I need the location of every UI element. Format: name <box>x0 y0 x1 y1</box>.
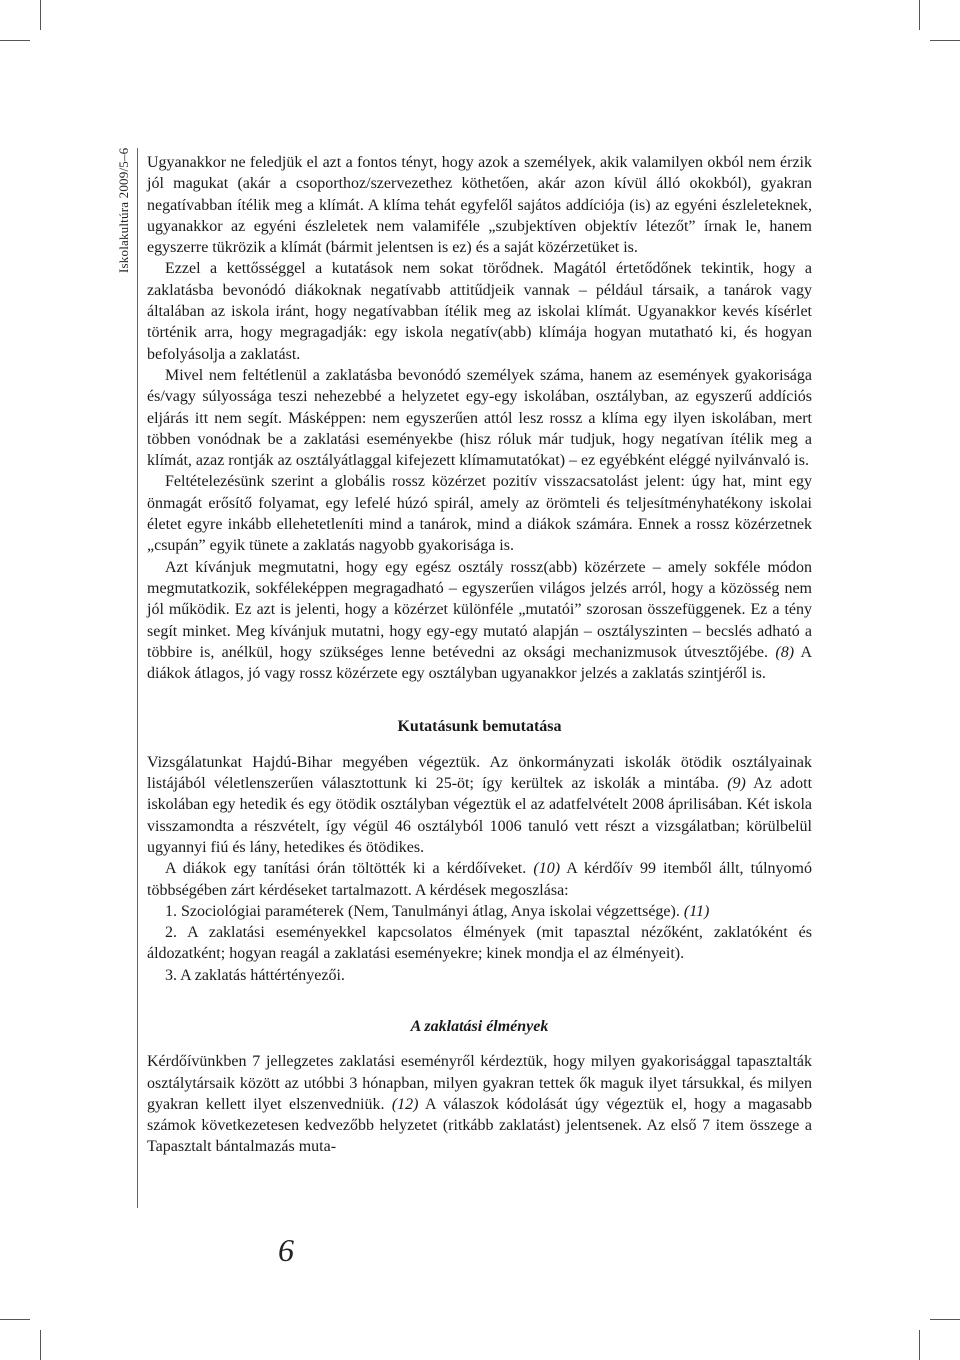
crop-mark <box>919 0 920 30</box>
paragraph-text: A kérdőív 99 itemből állt, túlnyomó többségében zárt kérdéseket tartalmazott. A kérdések megoszlása: <box>147 860 812 899</box>
crop-mark <box>0 1319 30 1320</box>
paragraph: Mivel nem feltétlenül a zaklatásba bevonódó személyek száma, hanem az események gyakorisága és/vagy súlyossága teszi nehezebbé a helyzetet egy-egy iskolában, osztályban, az egyszerű addíciós eljárás itt nem segít. Másképpen: nem egyszerűen attól lesz rossz a klíma egy ilyen iskolában, mert többen vonódnak be a zaklatási eseményekbe (hisz róluk már tudjuk, hogy negatívan ítélik meg a klímát, azaz rontják az osztályátlaggal kifejezett klímamutatókat) – ez egyébként eléggé nyilvánvaló is. <box>147 366 812 470</box>
paragraph-text: Az adott iskolában egy hetedik és egy ötödik osztályban végeztük el az adatfelvételt 2008 áprilisában. Két iskola visszamondta a részvételt, így végül 46 osztályból 1006 tanuló vett részt a vizsgálatban; körülbelül ugyannyi fiú és lány, hetedikes és ötödikes. <box>147 775 813 856</box>
paragraph <box>147 858 812 901</box>
crop-mark <box>40 1330 41 1360</box>
list-item <box>147 901 812 922</box>
running-head: Iskolakultúra 2009/5–6 <box>116 148 131 274</box>
paragraph-text: A válaszok kódolását úgy végeztük el, hogy a magasabb számok következetesen kedvezőbb helyzetet (ritkább zaklatást) jelentsenek. Az első 7 item összege a Tapasztalt bántalmazás muta- <box>147 1095 812 1156</box>
paragraph-text: Azt kívánjuk megmutatni, hogy egy egész osztály rossz(abb) közérzete – amely sokféle módon megmutatkozik, sokféleképpen megragadható – egyszerűen világos jelzés arról, hogy a közösség nem jól működik. Ez azt is jelenti, hogy a közérzet különféle „mutatói” szorosan összefüggenek. Ez a tény segít minket. Meg kívánjuk mutatni, hogy egy-egy mutató alapján – osztályszinten – becslés adható a többire is, anélkül, hogy szükséges lenne betévedni az oksági mechanizmusok útvesztőjébe. <box>147 558 812 661</box>
footnote-ref: (8) <box>775 643 795 661</box>
footnote-ref: (10) <box>533 860 561 878</box>
paragraph <box>147 557 812 685</box>
list-item: 3. A zaklatás háttértényezői. <box>165 966 345 984</box>
margin-rule <box>137 148 138 1208</box>
crop-mark <box>930 1319 960 1320</box>
paragraph-text: A diákok egy tanítási órán töltötték ki a kérdőíveket. <box>165 860 534 878</box>
footnote-ref: (9) <box>727 775 746 793</box>
footnote-ref: (12) <box>391 1095 419 1113</box>
paragraph <box>147 1051 812 1157</box>
list-item: 2. A zaklatási eseményekkel kapcsolatos élmények (mit tapasztal nézőként, zaklatóként és áldozatként; hogyan reagál a zaklatási eseményekre; kinek mondja el az élményeit). <box>147 924 812 963</box>
paragraph-text: A diákok átlagos, jó vagy rossz közérzete egy osztályban ugyanakkor jelzés a zaklatás szintjéről is. <box>147 643 813 683</box>
paragraph-text: Kérdőívünkben 7 jellegzetes zaklatási eseményről kérdeztük, hogy milyen gyakorisággal tapasztalták osztálytársaik között az utóbbi 3 hónapban, milyen gyakran tettek ők maguk ilyet társukkal, és milyen gyakran kellett ilyet elszenvedniük. <box>147 1053 812 1113</box>
list-item-text: 1. Szociológiai paraméterek (Nem, Tanulmányi átlag, Anya iskolai végzettsége). <box>165 902 684 920</box>
crop-mark <box>40 0 41 30</box>
paragraph: Feltételezésünk szerint a globális rossz közérzet pozitív visszacsatolást jelent: úgy hat, mint egy önmagát erősítő folyamat, egy lefelé húzó spirál, amely az örömteli és teljesítményhatékony iskolai életet egyre inkább ellehetetleníti mind a tanárok, mind a diákok számára. Ennek a rossz közérzetnek „csupán” egyik tünete a zaklatás nagyobb gyakorisága is. <box>147 473 812 555</box>
crop-mark <box>919 1330 920 1360</box>
article-body <box>147 152 812 1158</box>
paragraph: Ugyanakkor ne feledjük el azt a fontos tényt, hogy azok a személyek, akik valamilyen okból nem érzik jól magukat (akár a csoporthoz/szervezethez köthetően, akár azon kívül álló okokból), gyakran negatívabban ítélik meg a klímát. A klíma tehát egyfelől sajátos addíciója (is) az egyéni észleleteknek, ugyanakkor az egyéni észleletek nem valamiféle „szubjektíven objektív létezőt” írnak le, hanem egyszerre tükrözik a klímát (bármit jelentsen is ez) és a saját közérzetüket is. <box>147 154 812 257</box>
subsection-heading: A zaklatási élmények <box>410 1017 549 1035</box>
paragraph-text: Vizsgálatunkat Hajdú-Bihar megyében végeztük. Az önkormányzati iskolák ötödik osztályainak listájából véletlenszerűen választottunk ki 25-öt; így kerültek az iskolák a mintába. <box>147 753 812 793</box>
crop-mark <box>930 40 960 41</box>
paragraph: Ezzel a kettősséggel a kutatások nem sokat törődnek. Magától értetődőnek tekintik, hogy a zaklatásba bevonódó diákoknak negatívabb attitűdjeik vannak – például társaik, a tanárok vagy általában az iskola iránt, hogy negatívabban ítélik meg az iskolai klímát. Ugyanakkor kevés kísérlet történik arra, hogy megragadják: egy iskola negatív(abb) klímája hogyan mutatható ki, és hogyan befolyásolja a zaklatást. <box>147 260 812 363</box>
paragraph <box>147 752 812 858</box>
page-number: 6 <box>278 1232 294 1268</box>
footnote-ref: (11) <box>683 902 710 920</box>
crop-mark <box>0 40 30 41</box>
section-heading: Kutatásunk bemutatása <box>397 718 562 736</box>
